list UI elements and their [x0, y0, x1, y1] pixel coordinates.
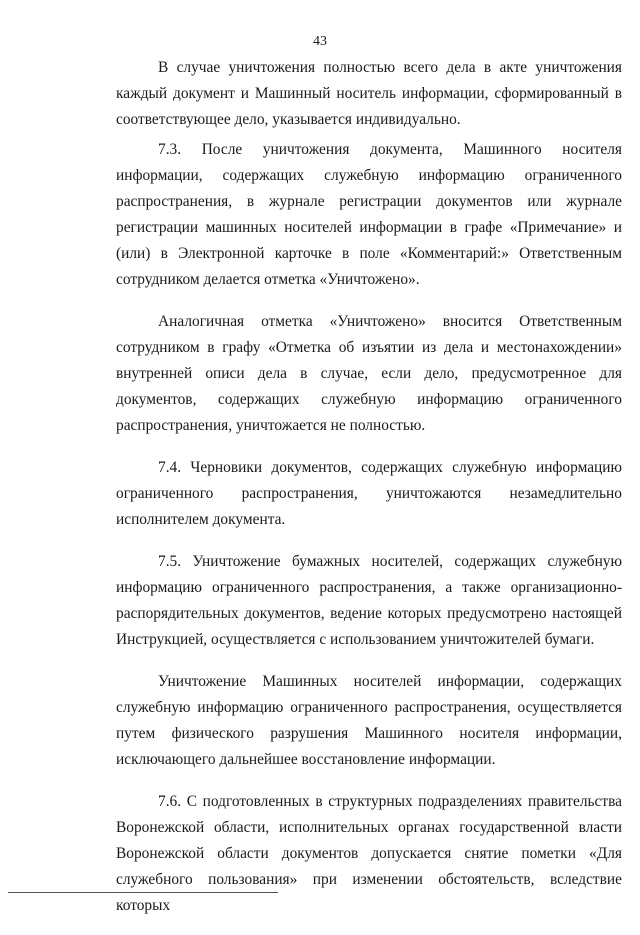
paragraph-destruction-whole-case: В случае уничтожения полностью всего дела в акте уничтожения каждый документ и Машинный носитель информации, сформированный в соответствующее дело, указывается индивидуально.: [116, 59, 622, 128]
paragraph-7-6: 7.6. С подготовленных в структурных подразделениях правительства Воронежской области, исполнительных органах государственной власти Воронежской области документов допускается снятие пометки «Для служебного пользования» при изменении обстоятельств, вследствие которых: [116, 793, 622, 914]
page-number: 43: [313, 34, 327, 49]
paragraph-similar-mark: Аналогичная отметка «Уничтожено» вносится Ответственным сотрудником в графу «Отметка об изъятии из дела и местонахождении» внутренней описи дела в случае, если дело, предусмотренное для документов, содержащих служебную информацию ограниченного распространения, уничтожается не полностью.: [116, 313, 622, 434]
document-body: [116, 55, 622, 935]
paragraph-7-3: 7.3. После уничтожения документа, Машинного носителя информации, содержащих служебную информацию ограниченного распространения, в журнале регистрации документов или журнале регистрации машинных носителей информации в графе «Примечание» и (или) в Электронной карточке в поле «Комментарий:» Ответственным сотрудником делается отметка «Уничтожено».: [116, 141, 622, 288]
paragraph-7-5: 7.5. Уничтожение бумажных носителей, содержащих служебную информацию ограниченного распространения, а также организационно-распорядительных документов, ведение которых предусмотрено настоящей Инструкцией, осуществляется с использованием уничтожителей бумаги.: [116, 553, 622, 648]
paragraph-machine-media-destruction: Уничтожение Машинных носителей информации, содержащих служебную информацию ограниченного распространения, осуществляется путем физического разрушения Машинного носителя информации, исключающего дальнейшее восстановление информации.: [116, 673, 622, 768]
paragraph-7-4: 7.4. Черновики документов, содержащих служебную информацию ограниченного распространения, уничтожаются незамедлительно исполнителем документа.: [116, 459, 622, 528]
footnote-divider: [8, 892, 278, 893]
